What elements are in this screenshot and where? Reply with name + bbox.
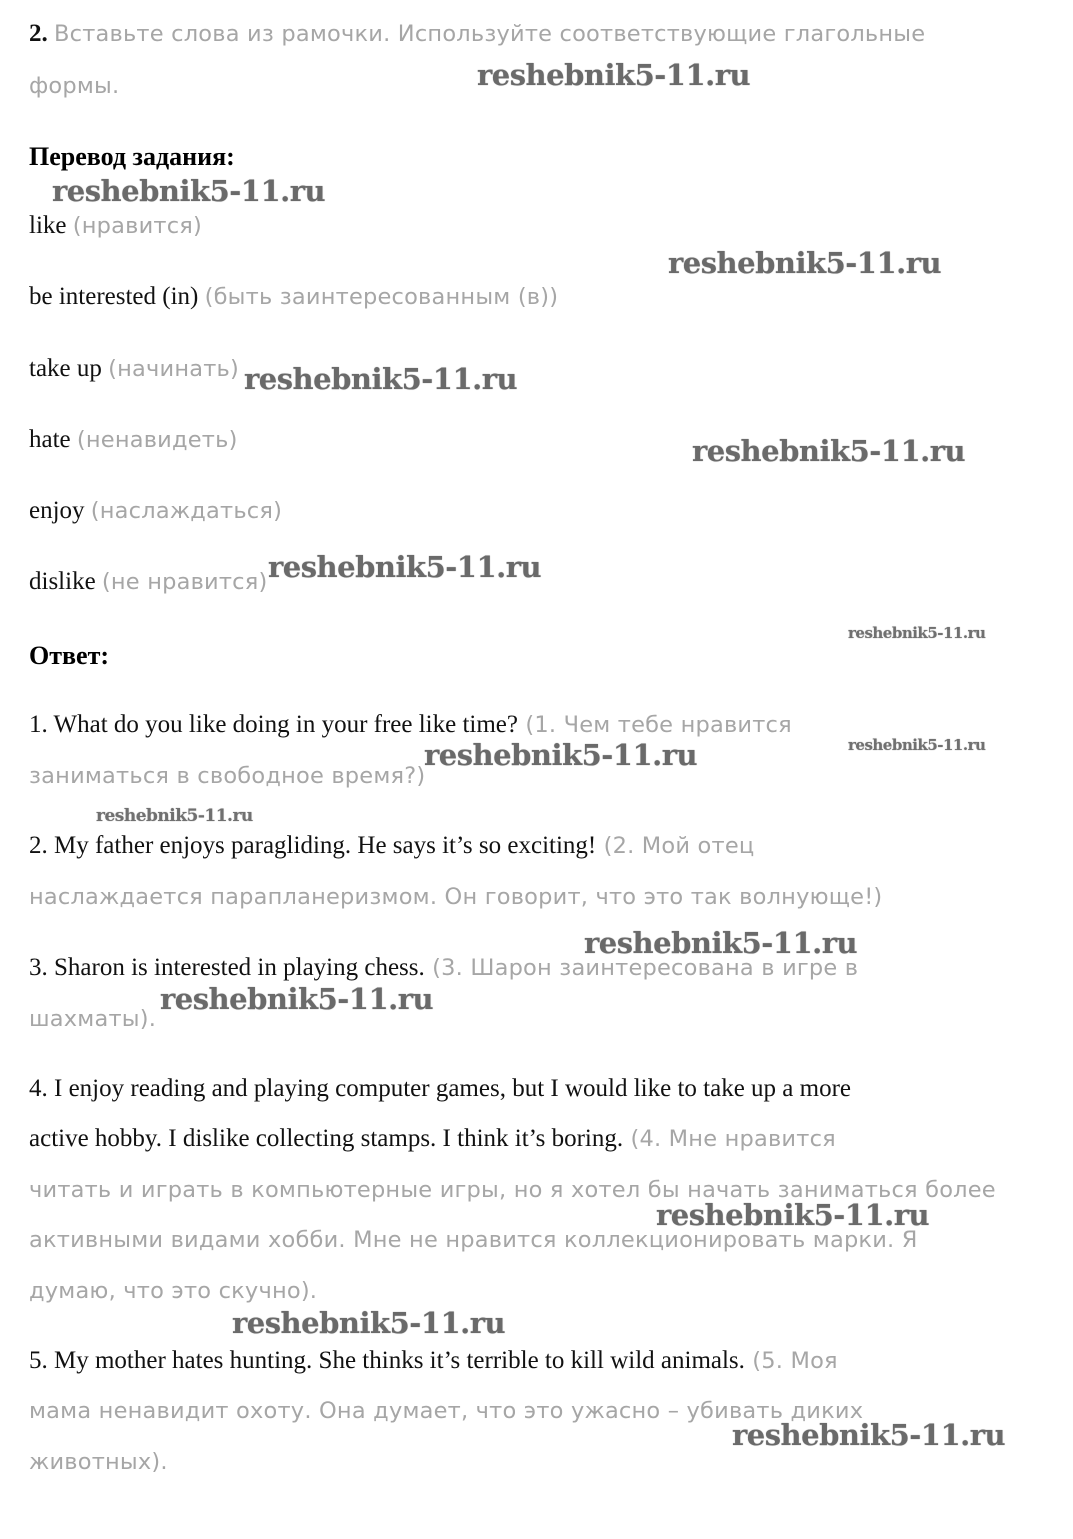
vocab-en: hate bbox=[29, 426, 71, 453]
answer-en: 2. My father enjoys paragliding. He says it’s so exciting! bbox=[29, 832, 597, 859]
answer-3-line-2 bbox=[29, 1003, 156, 1035]
answer-en: active hobby. I dislike collecting stamps. I think it’s boring. bbox=[29, 1125, 624, 1152]
answer-1-line-1 bbox=[29, 709, 792, 741]
watermark: reshebnik5-11.ru bbox=[268, 550, 542, 584]
vocab-item bbox=[29, 281, 558, 313]
answer-4-line-2 bbox=[29, 1123, 836, 1155]
vocab-item bbox=[29, 495, 282, 527]
task-instruction: Вставьте слова из рамочки. Используйте соответствующие глагольные bbox=[54, 21, 926, 47]
answer-5-line-3 bbox=[29, 1446, 168, 1478]
answer-heading: Ответ: bbox=[29, 641, 110, 670]
vocab-en: be interested (in) bbox=[29, 283, 199, 310]
watermark: reshebnik5-11.ru bbox=[477, 58, 751, 92]
answer-en: 3. Sharon is interested in playing chess. bbox=[29, 954, 425, 981]
vocab-ru: (наслаждаться) bbox=[90, 498, 283, 524]
answer-ru: (4. Мне нравится bbox=[623, 1126, 836, 1152]
task-instruction-line-1 bbox=[29, 18, 925, 50]
task-instruction-cont: формы. bbox=[29, 73, 120, 99]
answer-ru: заниматься в свободное время?) bbox=[29, 763, 426, 789]
vocab-item bbox=[29, 424, 238, 456]
answer-ru: думаю, что это скучно). bbox=[29, 1278, 318, 1304]
answer-4-line-1 bbox=[29, 1073, 851, 1105]
vocab-ru: (ненавидеть) bbox=[76, 427, 238, 453]
task-instruction-line-2 bbox=[29, 70, 119, 102]
answer-ru: мама ненавидит охоту. Она думает, что это ужасно – убивать диких bbox=[29, 1398, 864, 1424]
answer-en: 4. I enjoy reading and playing computer games, but I would like to take up a more bbox=[29, 1075, 851, 1102]
watermark: reshebnik5-11.ru bbox=[52, 174, 326, 208]
vocab-item bbox=[29, 566, 267, 598]
answer-2-line-1 bbox=[29, 830, 754, 862]
watermark: reshebnik5-11.ru bbox=[244, 362, 518, 396]
vocab-ru: (не нравится) bbox=[101, 569, 268, 595]
vocab-ru: (нравится) bbox=[72, 213, 202, 239]
watermark: reshebnik5-11.ru bbox=[692, 434, 966, 468]
answer-ru: животных). bbox=[29, 1449, 168, 1475]
vocab-item bbox=[29, 210, 202, 242]
answer-1-line-2 bbox=[29, 760, 425, 792]
watermark: reshebnik5-11.ru bbox=[656, 1198, 930, 1232]
watermark: reshebnik5-11.ru bbox=[848, 736, 986, 754]
vocab-en: like bbox=[29, 212, 67, 239]
watermark: reshebnik5-11.ru bbox=[232, 1306, 506, 1340]
watermark: reshebnik5-11.ru bbox=[96, 806, 253, 826]
answer-4-line-5 bbox=[29, 1275, 317, 1307]
watermark: reshebnik5-11.ru bbox=[584, 926, 858, 960]
vocab-en: dislike bbox=[29, 568, 96, 595]
answer-ru: (1. Чем тебе нравится bbox=[518, 712, 792, 738]
watermark: reshebnik5-11.ru bbox=[848, 624, 986, 642]
watermark: reshebnik5-11.ru bbox=[732, 1418, 1006, 1452]
vocab-en: enjoy bbox=[29, 497, 85, 524]
task-number: 2. bbox=[29, 20, 48, 47]
answer-ru: читать и играть в компьютерные игры, но я хотел бы начать заниматься более bbox=[29, 1177, 996, 1203]
translation-heading: Перевод задания: bbox=[29, 142, 235, 171]
answer-ru: шахматы). bbox=[29, 1006, 157, 1032]
vocab-ru: (быть заинтересованным (в)) bbox=[204, 284, 559, 310]
watermark: reshebnik5-11.ru bbox=[668, 246, 942, 280]
vocab-item bbox=[29, 353, 239, 385]
answer-ru: (5. Моя bbox=[744, 1348, 838, 1374]
answer-5-line-1 bbox=[29, 1345, 838, 1377]
answer-ru: активными видами хобби. Мне не нравится коллекционировать марки. Я bbox=[29, 1227, 918, 1253]
answer-2-line-2 bbox=[29, 881, 882, 913]
answer-ru: наслаждается парапланеризмом. Он говорит, что это так волнующе!) bbox=[29, 884, 883, 910]
vocab-en: take up bbox=[29, 355, 102, 382]
vocab-ru: (начинать) bbox=[108, 356, 239, 382]
answer-en: 1. What do you like doing in your free like time? bbox=[29, 711, 519, 738]
answer-ru: (2. Мой отец bbox=[596, 833, 755, 859]
watermark: reshebnik5-11.ru bbox=[160, 982, 434, 1016]
watermark: reshebnik5-11.ru bbox=[424, 738, 698, 772]
answer-en: 5. My mother hates hunting. She thinks it’s terrible to kill wild animals. bbox=[29, 1347, 745, 1374]
answer-ru: (3. Шарон заинтересована в игре в bbox=[424, 955, 859, 981]
